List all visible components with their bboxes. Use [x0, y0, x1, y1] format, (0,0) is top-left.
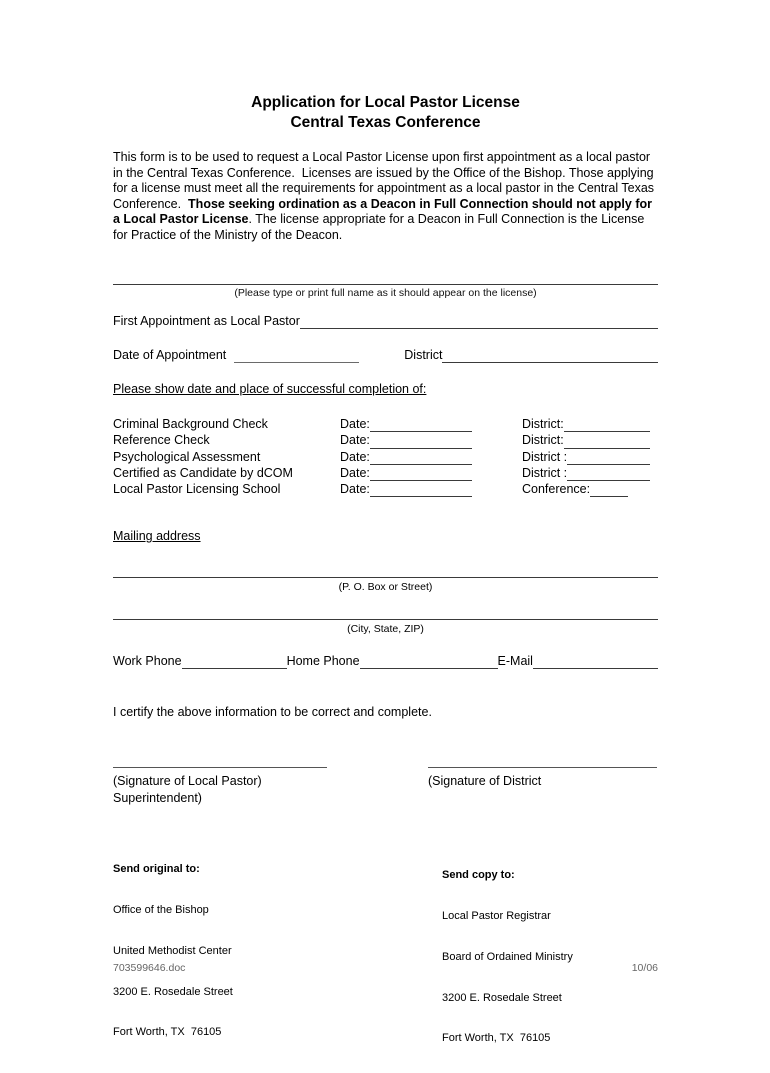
completion-item-label: Reference Check	[113, 433, 210, 448]
conference-input-line[interactable]	[590, 481, 628, 497]
intro-text-before: This form is to be used to request a Local Pastor License upon first appointment as a local pastor in the Central Texas Conference. Licenses are issued by the Office of the Bishop. Those applying for a license must meet all the requirements for appointment as a local pastor in the Central Texas Conference.	[113, 150, 658, 211]
district-signature-caption: (Signature of District	[428, 774, 542, 788]
intro-text-after: . The license appropriate for a Deacon in Full Connection is the License for Practice of the Ministry of the Deacon.	[113, 212, 648, 242]
date-label: Date:	[340, 433, 370, 448]
completion-item-label: Criminal Background Check	[113, 417, 268, 431]
completion-item-label: Psychological Assessment	[113, 449, 261, 464]
table-row	[113, 449, 658, 465]
first-appointment-row	[113, 313, 658, 329]
po-box-street-input-line[interactable]	[113, 564, 658, 578]
completion-item-label: Certified as Candidate by dCOM	[113, 465, 293, 480]
work-phone-label: Work Phone	[113, 654, 182, 668]
send-original-block	[113, 836, 413, 1067]
completion-section-heading: Please show date and place of successful completion of:	[113, 382, 427, 396]
footer-filename: 703599646.doc	[113, 962, 186, 974]
district-label: District:	[522, 433, 564, 448]
date-input-line[interactable]	[370, 481, 472, 497]
mailing-address-heading: Mailing address	[113, 529, 201, 543]
district-input-line[interactable]	[564, 432, 650, 448]
send-copy-block	[442, 842, 658, 1073]
send-copy-line: Board of Ordained Ministry	[442, 950, 573, 963]
city-state-zip-input-line[interactable]	[113, 606, 658, 620]
table-row	[113, 432, 658, 448]
certification-statement: I certify the above information to be correct and complete.	[113, 705, 432, 719]
district-label: District :	[522, 449, 568, 464]
conference-label: Conference:	[522, 482, 591, 497]
send-original-heading: Send original to:	[113, 863, 200, 876]
form-title-line2: Central Texas Conference	[290, 114, 481, 131]
page-footer	[113, 962, 658, 974]
date-label: Date:	[340, 465, 370, 480]
date-input-line[interactable]	[370, 465, 472, 481]
completion-item-label: Local Pastor Licensing School	[113, 482, 281, 497]
pastor-signature-caption: (Signature of Local Pastor) Superintendent)	[113, 774, 262, 805]
pastor-signature-line[interactable]	[113, 766, 327, 768]
date-of-appointment-label: Date of Appointment	[113, 348, 227, 362]
date-input-line[interactable]	[370, 449, 472, 465]
district-input-line[interactable]	[564, 416, 650, 432]
send-original-line: Fort Worth, TX 76105	[113, 1026, 222, 1039]
form-title	[113, 93, 658, 133]
date-label: Date:	[340, 449, 370, 464]
intro-paragraph	[113, 150, 658, 244]
full-name-input-line[interactable]	[113, 271, 658, 285]
date-label: Date:	[340, 482, 370, 497]
city-state-zip-caption: (City, State, ZIP)	[347, 623, 424, 635]
table-row	[113, 416, 658, 432]
district-input-line[interactable]	[567, 449, 650, 465]
email-input-line[interactable]	[533, 653, 658, 669]
footer-date: 10/06	[631, 962, 658, 974]
send-original-line: United Methodist Center	[113, 944, 232, 957]
table-row	[113, 481, 658, 497]
district-label: District	[404, 348, 443, 362]
work-phone-input-line[interactable]	[182, 653, 287, 669]
full-name-caption: (Please type or print full name as it should appear on the license)	[234, 287, 537, 299]
district-label: District:	[522, 417, 564, 431]
po-box-street-caption: (P. O. Box or Street)	[338, 581, 433, 593]
send-copy-line: Fort Worth, TX 76105	[442, 1032, 551, 1045]
district-label: District :	[522, 465, 568, 480]
signature-lines	[113, 755, 658, 768]
table-row	[113, 465, 658, 481]
first-appointment-label: First Appointment as Local Pastor	[113, 314, 300, 328]
appointment-date-district-row	[113, 347, 658, 363]
send-original-line: 3200 E. Rosedale Street	[113, 985, 233, 998]
date-label: Date:	[340, 417, 370, 431]
district-input-line[interactable]	[442, 347, 658, 363]
date-input-line[interactable]	[370, 432, 472, 448]
form-title-line1: Application for Local Pastor License	[251, 94, 520, 111]
phone-email-row	[113, 653, 658, 669]
date-of-appointment-input-line[interactable]	[234, 347, 359, 363]
intro-text-bold: Those seeking ordination as a Deacon in Full Connection should not apply for a Local Pastor License	[113, 196, 656, 227]
district-superintendent-signature-line[interactable]	[428, 766, 657, 768]
completion-table	[113, 416, 658, 497]
send-copy-line: Local Pastor Registrar	[442, 909, 551, 922]
district-input-line[interactable]	[567, 465, 650, 481]
send-original-line: Office of the Bishop	[113, 903, 209, 916]
date-input-line[interactable]	[370, 416, 472, 432]
home-phone-input-line[interactable]	[360, 653, 498, 669]
send-copy-heading: Send copy to:	[442, 869, 515, 882]
home-phone-label: Home Phone	[286, 654, 360, 668]
email-label: E-Mail	[497, 654, 533, 668]
send-copy-line: 3200 E. Rosedale Street	[442, 991, 562, 1004]
first-appointment-input-line[interactable]	[300, 313, 658, 329]
